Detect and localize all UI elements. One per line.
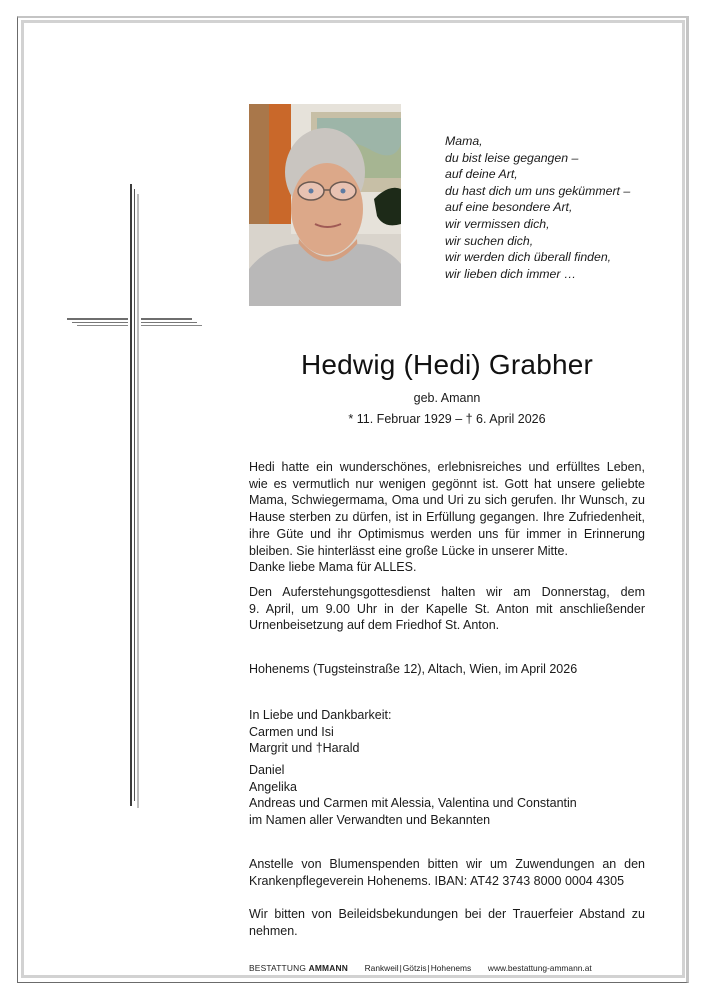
- deceased-name: Hedwig (Hedi) Grabher: [300, 349, 594, 380]
- funeral-service-paragraph: [249, 584, 645, 634]
- cross-vertical-line: [134, 189, 135, 801]
- footer: [249, 963, 592, 973]
- poem-line: Mama,: [445, 134, 483, 148]
- condolence-paragraph: [249, 906, 645, 939]
- mourner-line: Margrit und †Harald: [249, 741, 360, 756]
- mourner-line: im Namen aller Verwandten und Bekannten: [249, 813, 491, 828]
- cross-horizontal-line: [141, 322, 197, 323]
- mourner-line: In Liebe und Dankbarkeit:: [249, 708, 392, 722]
- poem-line: wir vermissen dich,: [445, 216, 550, 231]
- text-line: wie es vermutlich nur wenigen gegönnt ist. Gott hat unsere geliebte: [249, 476, 645, 491]
- footer-location: Hohenems: [430, 963, 472, 973]
- mourners-list: [249, 762, 577, 829]
- text-line: 9. April, um 9.00 Uhr in der Kapelle St. Anton mit anschließender: [249, 601, 645, 616]
- mourner-line: Andreas und Carmen mit Alessia, Valentina und Constantin: [249, 796, 577, 811]
- birth-name: geb. Amann: [413, 391, 481, 405]
- mourner-line: Daniel: [249, 763, 285, 777]
- poem-line: auf deine Art,: [445, 167, 518, 182]
- cross-horizontal-line: [141, 318, 192, 320]
- brand-prefix: BESTATTUNG: [249, 963, 307, 973]
- text-line: Wir bitten von Beileidsbekundungen bei der Trauerfeier Abstand zu: [249, 907, 645, 921]
- life-dates: * 11. Februar 1929 – † 6. April 2026: [348, 412, 546, 426]
- footer-website-link[interactable]: www.bestattung-ammann.at: [487, 963, 592, 973]
- footer-location: Rankweil: [364, 963, 399, 973]
- footer-location: Götzis: [402, 963, 427, 973]
- mourner-line: Angelika: [249, 779, 297, 794]
- mourners-list: [249, 707, 391, 757]
- poem-line: wir lieben dich immer …: [445, 266, 577, 281]
- cross-horizontal-line: [67, 318, 128, 320]
- separator: |: [399, 963, 402, 973]
- cross-horizontal-line: [141, 325, 202, 326]
- place-and-date: Hohenems (Tugsteinstraße 12), Altach, Wien, im April 2026: [249, 662, 578, 676]
- text-line: Danke liebe Mama für ALLES.: [249, 560, 417, 575]
- poem-line: du bist leise gegangen –: [445, 150, 579, 165]
- text-line: Hause sterben zu dürfen, ist in Erfüllung gegangen. Ihre Zufriedenheit,: [249, 510, 645, 525]
- text-line: Urnenbeisetzung auf dem Friedhof St. Anton.: [249, 618, 500, 633]
- tribute-paragraph: [249, 459, 645, 576]
- text-line: Hedi hatte ein wunderschönes, erlebnisreiches und erfülltes Leben,: [249, 460, 645, 474]
- cross-vertical-line: [137, 194, 139, 808]
- portrait-photo: [249, 104, 401, 306]
- text-line: Krankenpflegeverein Hohenems. IBAN: AT42 3743 8000 0004 4305: [249, 873, 625, 888]
- text-line: Anstelle von Blumenspenden bitten wir um Zuwendungen an den: [249, 857, 645, 871]
- poem-line: auf eine besondere Art,: [445, 200, 573, 215]
- cross-horizontal-line: [77, 325, 128, 326]
- poem-line: wir werden dich überall finden,: [445, 250, 612, 265]
- poem-line: du hast dich um uns gekümmert –: [445, 183, 631, 198]
- text-line: ihre Güte und ihr Optimismus werden uns für immer in Erinnerung: [249, 526, 645, 541]
- mourner-line: Carmen und Isi: [249, 724, 334, 739]
- cross-vertical-line: [130, 184, 132, 806]
- text-line: nehmen.: [249, 923, 298, 938]
- separator: |: [427, 963, 430, 973]
- text-line: bleiben. Sie hinterlässt eine große Lücke in unserer Mitte.: [249, 543, 568, 558]
- brand-name: AMMANN: [308, 963, 348, 973]
- text-line: Den Auferstehungsgottesdienst halten wir am Donnerstag, dem: [249, 585, 645, 599]
- funeral-home-brand: [249, 963, 348, 973]
- donation-paragraph: [249, 856, 645, 889]
- poem: [445, 133, 630, 282]
- cross-horizontal-line: [72, 322, 128, 323]
- poem-line: wir suchen dich,: [445, 233, 534, 248]
- text-line: Mama, Schwiegermama, Oma und Uri zu sich gerufen. Ihr Wunsch, zu: [249, 493, 645, 508]
